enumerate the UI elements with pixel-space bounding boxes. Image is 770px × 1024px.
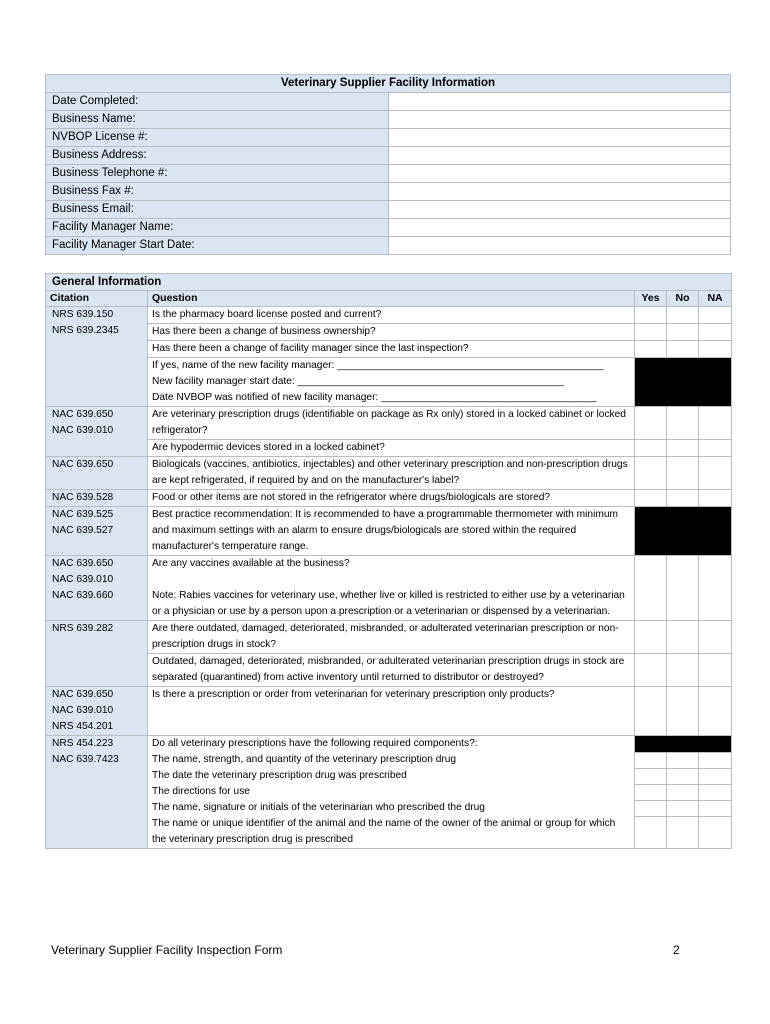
business-name-field[interactable]	[388, 111, 731, 129]
question-cell: Is there a prescription or order from veterinarian for veterinary prescription only products?	[148, 687, 635, 736]
citation-cell: NAC 639.528	[46, 490, 148, 507]
business-name-label: Business Name:	[46, 111, 389, 129]
na-checkbox[interactable]	[699, 654, 732, 687]
question-row	[46, 556, 732, 621]
business-address-field[interactable]	[388, 147, 731, 165]
question-row	[46, 440, 732, 457]
question-row	[46, 736, 732, 753]
na-checkbox[interactable]	[699, 752, 732, 768]
question-row	[46, 507, 732, 556]
citation-cell: NAC 639.650 NAC 639.010	[46, 407, 148, 457]
question-row	[46, 816, 732, 849]
question-cell: The name, signature or initials of the veterinarian who prescribed the drug	[148, 800, 635, 816]
na-checkbox[interactable]	[699, 440, 732, 457]
na-checkbox[interactable]	[699, 407, 732, 440]
question-header: Question	[148, 291, 635, 307]
no-checkbox[interactable]	[667, 752, 699, 768]
question-row	[46, 654, 732, 687]
citation-header: Citation	[46, 291, 148, 307]
citation-cell: NAC 639.525 NAC 639.527	[46, 507, 148, 556]
no-checkbox[interactable]	[667, 621, 699, 654]
no-checkbox[interactable]	[667, 768, 699, 784]
na-checkbox[interactable]	[699, 341, 732, 358]
citation-cell: NAC 639.650	[46, 457, 148, 490]
no-checkbox[interactable]	[667, 556, 699, 621]
business-address-label: Business Address:	[46, 147, 389, 165]
no-checkbox[interactable]	[667, 687, 699, 736]
yes-checkbox[interactable]	[635, 457, 667, 490]
facility-info-title: Veterinary Supplier Facility Information	[46, 75, 731, 93]
no-checkbox[interactable]	[667, 457, 699, 490]
question-cell: Are veterinary prescription drugs (identifiable on package as Rx only) stored in a locked cabinet or locked refrigerator?	[148, 407, 635, 440]
yes-checkbox[interactable]	[635, 654, 667, 687]
question-cell: Food or other items are not stored in the refrigerator where drugs/biologicals are stored?	[148, 490, 635, 507]
date-completed-field[interactable]	[388, 93, 731, 111]
question-row	[46, 752, 732, 768]
question-cell: Outdated, damaged, deteriorated, misbranded, or adulterated veterinarian prescription drugs in stock are separated (quarantined) from active inventory until returned to distributor or destroyed?	[148, 654, 635, 687]
question-cell: Are hypodermic devices stored in a locked cabinet?	[148, 440, 635, 457]
question-row	[46, 621, 732, 654]
date-completed-label: Date Completed:	[46, 93, 389, 111]
yes-checkbox[interactable]	[635, 490, 667, 507]
no-checkbox[interactable]	[667, 816, 699, 849]
blacked-out-cell	[635, 736, 732, 753]
question-cell: Has there been a change of facility manager since the last inspection?	[148, 341, 635, 358]
business-email-field[interactable]	[388, 201, 731, 219]
question-row	[46, 358, 732, 407]
yes-checkbox[interactable]	[635, 687, 667, 736]
question-cell: Biologicals (vaccines, antibiotics, injectables) and other veterinary prescription and non-prescription drugs are kept refrigerated, if required by and on the manufacturer's label?	[148, 457, 635, 490]
no-header: No	[667, 291, 699, 307]
yes-checkbox[interactable]	[635, 324, 667, 341]
question-cell: Is the pharmacy board license posted and current?	[148, 307, 635, 324]
blacked-out-cell	[635, 358, 732, 407]
na-checkbox[interactable]	[699, 307, 732, 324]
yes-header: Yes	[635, 291, 667, 307]
question-row	[46, 407, 732, 440]
question-cell: Are any vaccines available at the business? Note: Rabies vaccines for veterinary use, whether live or killed is restricted to either use by a veterinarian or a physician or use by a person upon a prescription or a veterinarian or dispensed by a veterinarian.	[148, 556, 635, 621]
question-row	[46, 490, 732, 507]
business-fax-field[interactable]	[388, 183, 731, 201]
na-checkbox[interactable]	[699, 816, 732, 849]
na-checkbox[interactable]	[699, 768, 732, 784]
no-checkbox[interactable]	[667, 341, 699, 358]
license-number-label: NVBOP License #:	[46, 129, 389, 147]
citation-cell: NRS 454.223 NAC 639.7423	[46, 736, 148, 849]
facility-manager-name-label: Facility Manager Name:	[46, 219, 389, 237]
facility-manager-start-date-label: Facility Manager Start Date:	[46, 237, 389, 255]
yes-checkbox[interactable]	[635, 307, 667, 324]
no-checkbox[interactable]	[667, 324, 699, 341]
na-checkbox[interactable]	[699, 800, 732, 816]
yes-checkbox[interactable]	[635, 341, 667, 358]
citation-cell: NAC 639.650 NAC 639.010 NAC 639.660	[46, 556, 148, 621]
facility-manager-name-field[interactable]	[388, 219, 731, 237]
na-checkbox[interactable]	[699, 621, 732, 654]
question-row	[46, 457, 732, 490]
no-checkbox[interactable]	[667, 800, 699, 816]
yes-checkbox[interactable]	[635, 768, 667, 784]
facility-manager-start-date-field[interactable]	[388, 237, 731, 255]
citation-cell: NRS 639.150 NRS 639.2345	[46, 307, 148, 407]
question-cell: Best practice recommendation: It is recommended to have a programmable thermometer with minimum and maximum settings with an alarm to ensure drugs/biologicals are stored within the required manufacturer's temperature range.	[148, 507, 635, 556]
no-checkbox[interactable]	[667, 490, 699, 507]
yes-checkbox[interactable]	[635, 621, 667, 654]
no-checkbox[interactable]	[667, 654, 699, 687]
general-info-title: General Information	[46, 274, 732, 291]
yes-checkbox[interactable]	[635, 556, 667, 621]
page-number: 2	[673, 943, 680, 957]
citation-cell: NAC 639.650 NAC 639.010 NRS 454.201	[46, 687, 148, 736]
blacked-out-cell	[635, 507, 732, 556]
na-checkbox[interactable]	[699, 784, 732, 800]
question-cell: Are there outdated, damaged, deteriorated, misbranded, or adulterated veterinarian prescription or non-prescription drugs in stock?	[148, 621, 635, 654]
question-row	[46, 324, 732, 341]
question-row	[46, 307, 732, 324]
question-row	[46, 800, 732, 816]
business-email-label: Business Email:	[46, 201, 389, 219]
na-checkbox[interactable]	[699, 457, 732, 490]
question-cell: The name or unique identifier of the animal and the name of the owner of the animal or group for which the veterinary prescription drug is prescribed	[148, 816, 635, 849]
na-checkbox[interactable]	[699, 556, 732, 621]
no-checkbox[interactable]	[667, 407, 699, 440]
question-row	[46, 341, 732, 358]
question-row	[46, 687, 732, 736]
license-number-field[interactable]	[388, 129, 731, 147]
question-cell: If yes, name of the new facility manager: _______________________________________________ New facility manager start date: _______________________________________________ Date NVBOP was notified of new facility manager: ______________________________________	[148, 358, 635, 407]
business-telephone-field[interactable]	[388, 165, 731, 183]
yes-checkbox[interactable]	[635, 800, 667, 816]
question-cell: The date the veterinary prescription drug was prescribed	[148, 768, 635, 784]
footer-form-title: Veterinary Supplier Facility Inspection Form	[51, 943, 283, 957]
question-row	[46, 768, 732, 784]
na-checkbox[interactable]	[699, 490, 732, 507]
no-checkbox[interactable]	[667, 784, 699, 800]
question-cell: The directions for use	[148, 784, 635, 800]
yes-checkbox[interactable]	[635, 407, 667, 440]
business-telephone-label: Business Telephone #:	[46, 165, 389, 183]
na-checkbox[interactable]	[699, 687, 732, 736]
facility-info-table	[45, 74, 731, 255]
question-row	[46, 784, 732, 800]
question-cell: Do all veterinary prescriptions have the following required components?:	[148, 736, 635, 753]
yes-checkbox[interactable]	[635, 784, 667, 800]
yes-checkbox[interactable]	[635, 752, 667, 768]
no-checkbox[interactable]	[667, 307, 699, 324]
yes-checkbox[interactable]	[635, 440, 667, 457]
business-fax-label: Business Fax #:	[46, 183, 389, 201]
na-header: NA	[699, 291, 732, 307]
question-cell: The name, strength, and quantity of the veterinary prescription drug	[148, 752, 635, 768]
general-info-table	[45, 273, 732, 849]
no-checkbox[interactable]	[667, 440, 699, 457]
question-cell: Has there been a change of business ownership?	[148, 324, 635, 341]
na-checkbox[interactable]	[699, 324, 732, 341]
yes-checkbox[interactable]	[635, 816, 667, 849]
citation-cell: NRS 639.282	[46, 621, 148, 687]
